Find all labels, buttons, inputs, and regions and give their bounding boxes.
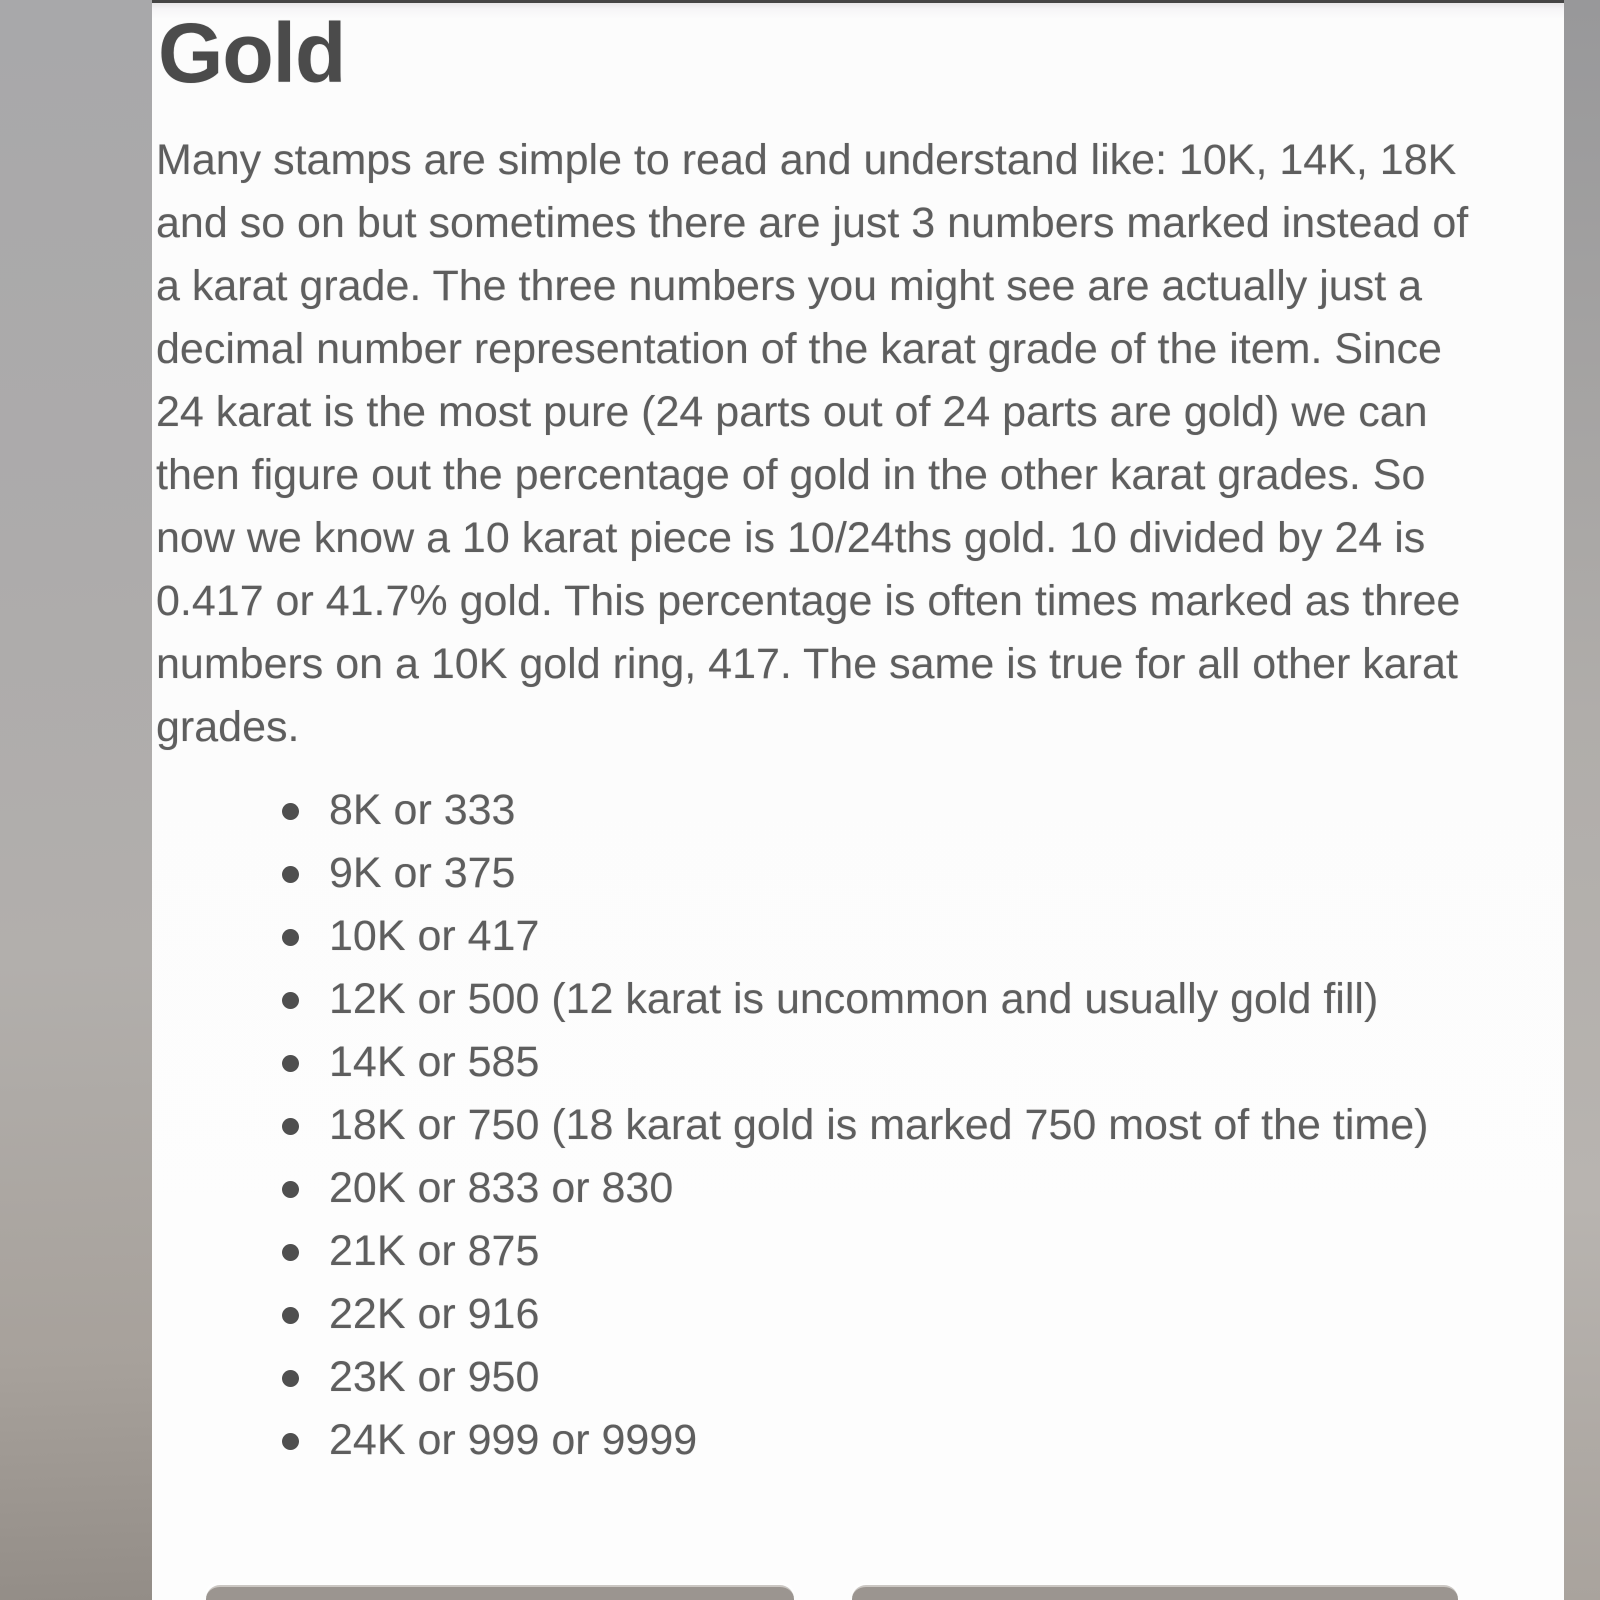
list-item-9k	[282, 842, 1564, 905]
bullet-icon	[282, 866, 299, 883]
list-item-18k	[282, 1094, 1564, 1157]
bullet-icon	[282, 1244, 299, 1261]
list-item-12k	[282, 968, 1564, 1031]
page-title: Gold	[158, 6, 346, 100]
article-page	[152, 0, 1564, 1600]
bullet-icon	[282, 929, 299, 946]
list-item-label: 14K or 585	[329, 1038, 540, 1086]
bullet-icon	[282, 1118, 299, 1135]
bullet-icon	[282, 1055, 299, 1072]
list-item-label: 21K or 875	[329, 1227, 540, 1275]
list-item-label: 20K or 833 or 830	[329, 1164, 674, 1212]
list-item-22k	[282, 1283, 1564, 1346]
list-item-label: 9K or 375	[329, 849, 516, 897]
intro-paragraph: Many stamps are simple to read and understand like: 10K, 14K, 18K and so on but sometimes there are just 3 numbers marked instead of a karat grade. The three numbers you might see are actually just a decimal number representation of the karat grade of the item. Since 24 karat is the most pure (24 parts out of 24 parts are gold) we can then figure out the percentage of gold in the other karat grades. So now we know a 10 karat piece is 10/24ths gold. 10 divided by 24 is 0.417 or 41.7% gold. This percentage is often times marked as three numbers on a 10K gold ring, 417. The same is true for all other karat grades.	[156, 136, 1469, 751]
list-item-label: 12K or 500 (12 karat is uncommon and usually gold fill)	[329, 975, 1379, 1023]
bullet-icon	[282, 1307, 299, 1324]
list-item-8k	[282, 779, 1564, 842]
list-item-24k	[282, 1409, 1564, 1472]
list-item-23k	[282, 1346, 1564, 1409]
list-item-10k	[282, 905, 1564, 968]
bottom-button-left[interactable]	[206, 1585, 794, 1600]
list-item-20k	[282, 1157, 1564, 1220]
bottom-button-right[interactable]	[852, 1585, 1458, 1600]
list-item-21k	[282, 1220, 1564, 1283]
list-item-14k	[282, 1031, 1564, 1094]
photo-margin-right	[1564, 0, 1600, 1600]
photo-margin-left	[0, 0, 152, 1600]
bullet-icon	[282, 1181, 299, 1198]
list-item-label: 10K or 417	[329, 912, 540, 960]
list-item-label: 18K or 750 (18 karat gold is marked 750 most of the time)	[329, 1101, 1429, 1149]
list-item-label: 24K or 999 or 9999	[329, 1416, 698, 1464]
list-item-label: 22K or 916	[329, 1290, 540, 1338]
karat-list	[152, 779, 1564, 1472]
list-item-label: 8K or 333	[329, 786, 516, 834]
bullet-icon	[282, 992, 299, 1009]
bullet-icon	[282, 803, 299, 820]
list-item-label: 23K or 950	[329, 1353, 540, 1401]
bullet-icon	[282, 1433, 299, 1450]
bullet-icon	[282, 1370, 299, 1387]
